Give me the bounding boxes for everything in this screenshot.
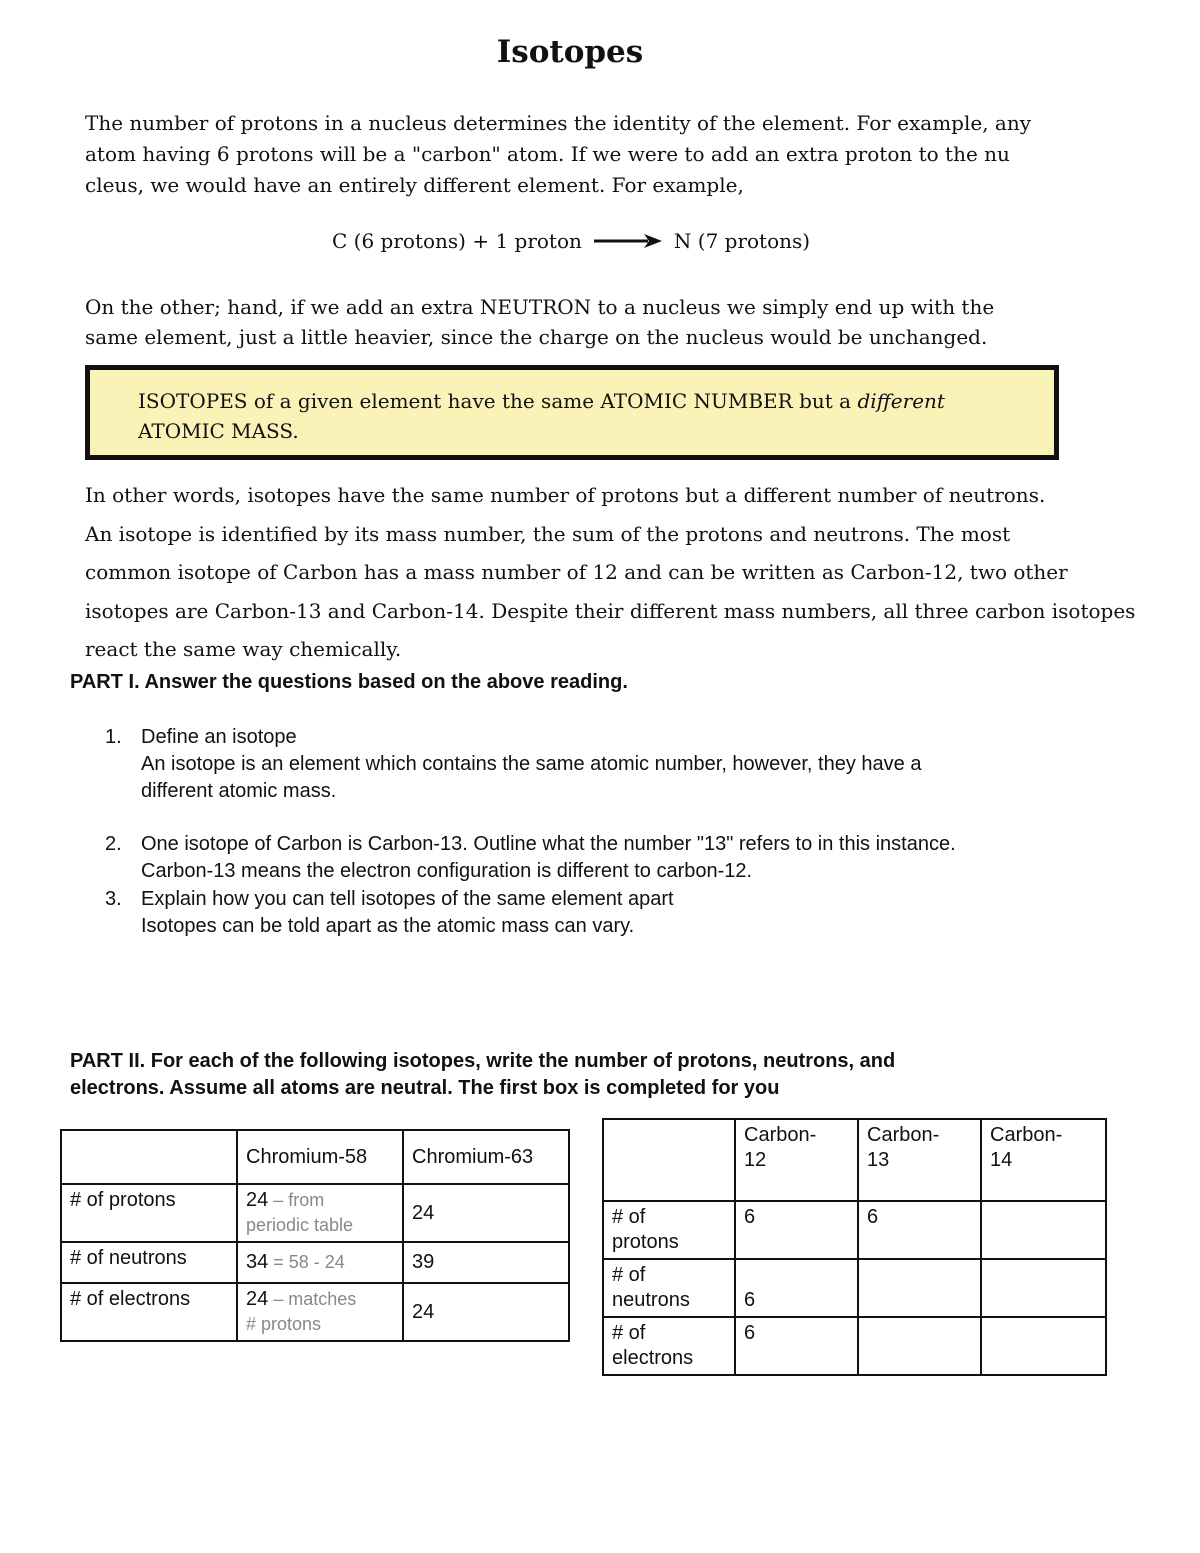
label-line: electrons xyxy=(612,1347,694,1369)
label-line: neutrons xyxy=(612,1289,690,1311)
answer-text[interactable]: Isotopes can be told apart as the atomic mass can vary. xyxy=(141,915,635,937)
row-label: # of neutrons xyxy=(61,1242,237,1283)
text-line: The number of protons in a nucleus determines the identity of the element. For example, any xyxy=(85,111,1032,135)
header-line: Carbon- xyxy=(990,1124,1063,1146)
definition-text-line2: ATOMIC MASS. xyxy=(138,419,299,443)
header-line: 12 xyxy=(744,1149,767,1171)
text-line: cleus, we would have an entirely different element. For example, xyxy=(85,173,744,197)
row-label: # of protons xyxy=(61,1184,237,1242)
table-header-cell xyxy=(735,1119,858,1201)
row-label xyxy=(603,1201,735,1259)
table-cell[interactable]: 24 xyxy=(403,1283,569,1341)
label-line: # of xyxy=(612,1322,646,1344)
row-label xyxy=(603,1317,735,1375)
table-cell[interactable]: 24 xyxy=(403,1184,569,1242)
header-line: Carbon- xyxy=(867,1124,940,1146)
answer-text[interactable]: An isotope is an element which contains the same atomic number, however, they have a xyxy=(141,753,922,775)
page-title: Isotopes xyxy=(496,34,644,70)
header-line: 13 xyxy=(867,1149,890,1171)
label-line: # of xyxy=(612,1264,646,1286)
mass-number-paragraph xyxy=(85,476,1135,669)
header-line: 14 xyxy=(990,1149,1013,1171)
text-line: isotopes are Carbon-13 and Carbon-14. Despite their different mass numbers, all three carbon isotopes xyxy=(85,598,1136,623)
definition-text: ISOTOPES of a given element have the same ATOMIC NUMBER but a xyxy=(138,389,858,413)
question-text: Explain how you can tell isotopes of the same element apart xyxy=(141,888,674,910)
table-cell[interactable] xyxy=(858,1317,981,1375)
cell-note: – from xyxy=(268,1190,325,1210)
intro-paragraph xyxy=(85,108,1031,201)
text-line: An isotope is identified by its mass number, the sum of the protons and neutrons. The most xyxy=(85,521,1011,546)
question-number: 3. xyxy=(105,888,122,910)
table-cell[interactable] xyxy=(237,1184,403,1242)
question-item xyxy=(105,886,674,937)
carbon-table xyxy=(602,1118,1107,1376)
neutron-paragraph xyxy=(85,292,994,352)
cell-note: periodic table xyxy=(246,1215,354,1235)
table-cell[interactable] xyxy=(858,1259,981,1317)
table-cell[interactable]: 6 xyxy=(735,1259,858,1317)
table-cell[interactable] xyxy=(981,1259,1106,1317)
label-line: protons xyxy=(612,1231,679,1253)
table-cell[interactable]: 6 xyxy=(735,1201,858,1259)
question-text: One isotope of Carbon is Carbon-13. Outline what the number "13" refers to in this instance. xyxy=(141,833,956,855)
table-header-cell xyxy=(61,1130,237,1184)
heading-line: PART II. For each of the following isotopes, write the number of protons, neutrons, and xyxy=(70,1050,896,1072)
equation-right: N (7 protons) xyxy=(673,229,811,253)
text-line: atom having 6 protons will be a "carbon" atom. If we were to add an extra proton to the nu xyxy=(85,142,1010,166)
definition-box xyxy=(85,365,1059,460)
row-label: # of electrons xyxy=(61,1283,237,1341)
cell-value: 34 xyxy=(246,1251,269,1273)
cell-note: # protons xyxy=(246,1314,322,1334)
question-item xyxy=(105,831,956,882)
question-number: 2. xyxy=(105,833,122,855)
definition-emphasis: different xyxy=(857,389,945,413)
part2-heading xyxy=(70,1048,895,1102)
table-cell[interactable] xyxy=(237,1283,403,1341)
reaction-equation xyxy=(332,229,810,253)
row-label xyxy=(603,1259,735,1317)
table-cell[interactable]: 6 xyxy=(735,1317,858,1375)
table-header-cell xyxy=(603,1119,735,1201)
heading-line: electrons. Assume all atoms are neutral. The first box is completed for you xyxy=(70,1077,780,1099)
text-line: common isotope of Carbon has a mass number of 12 and can be written as Carbon-12, two other xyxy=(85,560,1068,584)
table-cell[interactable]: 6 xyxy=(858,1201,981,1259)
question-number: 1. xyxy=(105,726,122,748)
text-line: In other words, isotopes have the same number of protons but a different number of neutrons. xyxy=(85,483,1046,507)
text-line: On the other; hand, if we add an extra NEUTRON to a nucleus we simply end up with the xyxy=(85,295,995,319)
table-header-cell: Chromium-58 xyxy=(237,1130,403,1184)
label-line: # of xyxy=(612,1206,646,1228)
header-line: Carbon- xyxy=(744,1124,817,1146)
cell-note: = 58 - 24 xyxy=(268,1252,345,1272)
part1-heading: PART I. Answer the questions based on the above reading. xyxy=(70,671,628,693)
cell-value: 24 xyxy=(246,1288,269,1310)
chromium-table xyxy=(60,1129,570,1342)
answer-text[interactable]: different atomic mass. xyxy=(141,780,337,802)
answer-text[interactable]: Carbon-13 means the electron configuration is different to carbon-12. xyxy=(141,860,753,882)
text-line: same element, just a little heavier, since the charge on the nucleus would be unchanged. xyxy=(85,325,988,349)
text-line: react the same way chemically. xyxy=(85,637,402,661)
table-cell[interactable] xyxy=(981,1317,1106,1375)
table-header-cell xyxy=(981,1119,1106,1201)
question-text: Define an isotope xyxy=(141,726,297,748)
equation-left: C (6 protons) + 1 proton xyxy=(332,229,582,253)
table-header-cell xyxy=(858,1119,981,1201)
table-cell[interactable] xyxy=(981,1201,1106,1259)
cell-note: – matches xyxy=(268,1289,357,1309)
table-cell[interactable]: 39 xyxy=(403,1242,569,1283)
table-header-cell: Chromium-63 xyxy=(403,1130,569,1184)
cell-value: 24 xyxy=(246,1189,269,1211)
question-item xyxy=(105,724,922,802)
table-cell[interactable] xyxy=(237,1242,403,1283)
arrow-right-icon xyxy=(592,231,664,251)
